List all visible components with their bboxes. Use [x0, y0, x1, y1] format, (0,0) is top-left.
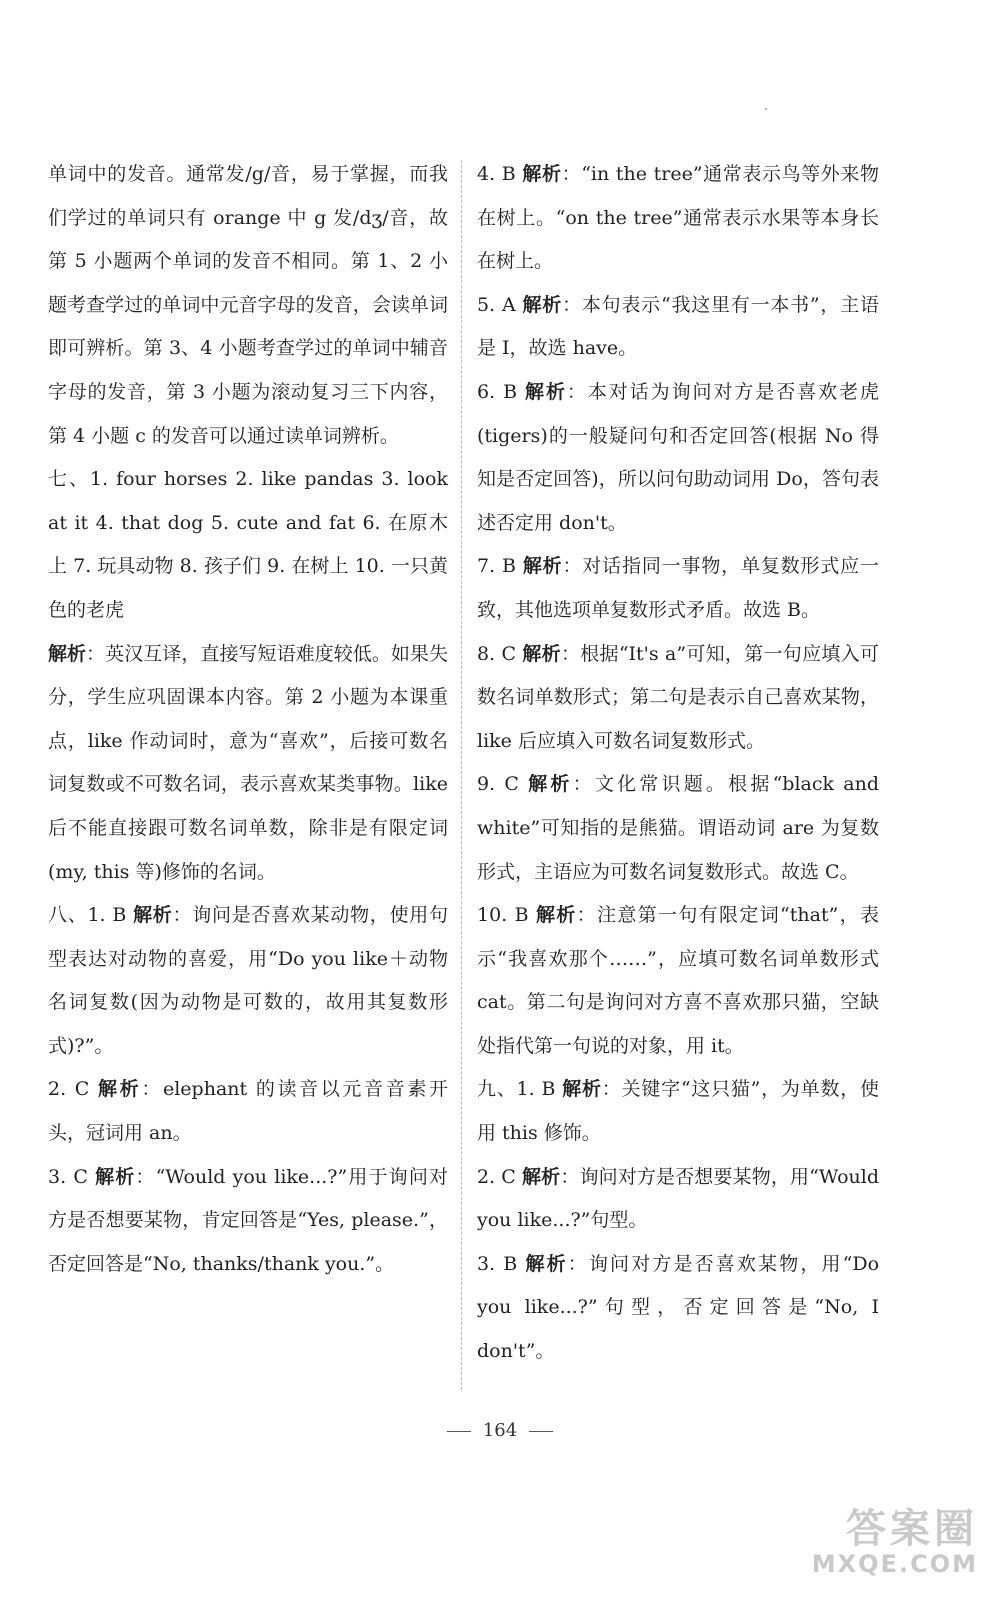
analysis-label: 解析	[48, 642, 87, 665]
analysis-label: 解析	[133, 904, 173, 927]
paragraph: 10. B 解析：注意第一句有限定词“that”，表示“我喜欢那个……”，应填可数名词单数形式 cat。第二句是询问对方喜不喜欢那只猫，空缺处指代第一句说的对象，用 it。	[477, 904, 879, 1057]
paragraph: 单词中的发音。通常发/g/音，易于掌握，而我们学过的单词只有 orange 中 g 发/dʒ/音，故第 5 小题两个单词的发音不相同。第 1、2 小题考查学过的单词中元音字母的发音，会读单词即可辨析。第 3、4 小题考查学过的单词中辅音字母的发音，第 3 小题为滚动复习三下内容，第 4 小题 c 的发音可以通过读单词辨析。	[48, 163, 448, 447]
scan-speck	[765, 108, 767, 110]
analysis-label: 解析	[525, 1252, 568, 1275]
paragraph: 7. B 解析：对话指同一事物，单复数形式应一致，其他选项单复数形式矛盾。故选 B。	[477, 555, 879, 621]
site-watermark	[788, 1508, 978, 1586]
analysis-label: 解析	[528, 773, 573, 796]
right-column	[477, 153, 879, 1374]
paragraph: 2. C 解析：询问对方是否想要某物，用“Would you like...?”句型。	[477, 1165, 879, 1232]
watermark-url: MXQE.COM	[811, 1550, 978, 1578]
paragraph: 4. B 解析：“in the tree”通常表示鸟等外来物在树上。“on the tree”通常表示水果等本身长在树上。	[477, 163, 879, 273]
analysis-label: 解析	[525, 380, 567, 403]
paragraph: 2. C 解析：elephant 的读音以元音音素开头，冠词用 an。	[48, 1078, 448, 1145]
analysis-label: 解析	[522, 1165, 561, 1188]
analysis-label: 解析	[522, 642, 561, 665]
paragraph: 九、1. B 解析：关键字“这只猫”，为单数，使用 this 修饰。	[477, 1078, 879, 1145]
page-number: 164	[482, 1420, 518, 1441]
analysis-label: 解析	[522, 163, 562, 185]
analysis-label: 解析	[562, 1078, 602, 1101]
paragraph: 9. C 解析：文化常识题。根据“black and white”可知指的是熊猫。谓语动词 are 为复数形式，主语应为可数名词复数形式。故选 C。	[477, 773, 879, 883]
paragraph: 3. C 解析：“Would you like...?”用于询问对方是否想要某物，肯定回答是“Yes, please.”，否定回答是“No, thanks/thank you.”。	[48, 1165, 448, 1275]
paragraph: 解析：英汉互译，直接写短语难度较低。如果失分，学生应巩固课本内容。第 2 小题为本课重点，like 作动词时，意为“喜欢”，后接可数名词复数或不可数名词，表示喜欢某类事物。like 后不能直接跟可数名词单数，除非是有限定词(my, this 等)修饰的名词。	[48, 642, 448, 883]
analysis-label: 解析	[98, 1078, 142, 1101]
paragraph: 8. C 解析：根据“It's a”可知，第一句应填入可数名词单数形式；第二句是表示自己喜欢某物，like 后应填入可数名词复数形式。	[477, 642, 879, 752]
paragraph: 八、1. B 解析：询问是否喜欢某动物，使用句型表达对动物的喜爱，用“Do you like＋动物名词复数(因为动物是可数的，故用其复数形式)?”。	[48, 904, 448, 1057]
left-column	[48, 153, 448, 1286]
paragraph: 6. B 解析：本对话为询问对方是否喜欢老虎(tigers)的一般疑问句和否定回答(根据 No 得知是否定回答)，所以问句助动词用 Do，答句表述否定用 don't。	[477, 380, 879, 534]
paragraph: 5. A 解析：本句表示“我这里有一本书”，主语是 I，故选 have。	[477, 293, 879, 360]
footer-dash	[529, 1431, 553, 1432]
analysis-label: 解析	[522, 555, 563, 578]
paragraph: 3. B 解析：询问对方是否喜欢某物，用“Do you like...?”句型，否定回答是“No, I don't”。	[477, 1252, 880, 1363]
analysis-label: 解析	[95, 1165, 136, 1188]
paragraph: 七、1. four horses 2. like pandas 3. look at it 4. that dog 5. cute and fat 6. 在原木上 7. 玩具动物 8. 孩子们 9. 在树上 10. 一只黄色的老虎	[48, 468, 448, 621]
page-footer	[0, 1420, 1000, 1441]
footer-dash	[447, 1431, 471, 1432]
analysis-label: 解析	[535, 904, 577, 927]
analysis-label: 解析	[522, 293, 563, 316]
watermark-logo-text: 答案圈	[846, 1506, 978, 1552]
column-divider	[461, 160, 462, 1390]
